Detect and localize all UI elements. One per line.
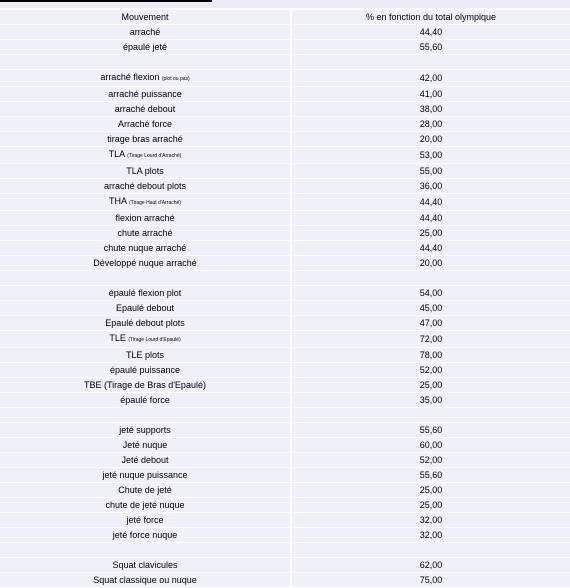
movement-cell: [0, 226, 290, 241]
movement-name: épaulé force: [120, 395, 170, 405]
percentage-cell: [292, 528, 570, 543]
table-row: [0, 179, 570, 194]
percentage-value: 52,00: [419, 365, 443, 375]
percentage-cell: [292, 468, 570, 483]
percentage-cell: [292, 194, 570, 211]
movement-name: chute de jeté nuque: [105, 500, 185, 510]
percentage-value: 78,00: [419, 350, 443, 360]
movement-cell: [0, 513, 290, 528]
movement-name: arraché debout plots: [103, 181, 187, 191]
movement-cell: [0, 147, 290, 164]
percentage-cell: [292, 483, 570, 498]
percentage-value: 44,40: [419, 27, 443, 37]
table-row: [0, 25, 570, 40]
movement-name: chute arraché: [117, 228, 173, 238]
percentage-cell: [292, 331, 570, 348]
percentage-cell: [292, 55, 570, 70]
movement-name: Arraché force: [117, 119, 173, 129]
movement-name: épaulé flexion plot: [108, 288, 182, 298]
movement-note: (Tirage Lourd d'Arraché): [127, 153, 182, 159]
percentage-value: 55,60: [419, 42, 443, 52]
movement-name: THA: [109, 196, 127, 206]
movement-name: jeté force: [126, 515, 164, 525]
table-row: [0, 331, 570, 348]
movement-name: flexion arraché: [115, 213, 175, 223]
movement-note: (Tirage Lourd d'Epaulé): [128, 337, 181, 343]
movement-name: jeté force nuque: [112, 530, 178, 540]
table-row: [0, 316, 570, 331]
percentage-cell: [292, 40, 570, 55]
table-row: [0, 40, 570, 55]
spacer-row: [0, 55, 570, 70]
table-row: [0, 226, 570, 241]
table-row: [0, 286, 570, 301]
header-row: [0, 10, 570, 25]
percentage-value: 55,60: [419, 425, 443, 435]
header-percentage: % en fonction du total olympique: [292, 10, 570, 25]
percentage-value: 44,40: [419, 243, 443, 253]
percentage-value: 55,60: [419, 470, 443, 480]
table-row: [0, 438, 570, 453]
table-row: [0, 528, 570, 543]
table-row: [0, 453, 570, 468]
percentage-cell: [292, 241, 570, 256]
movement-name: arraché flexion: [100, 72, 160, 82]
table-row: [0, 393, 570, 408]
table-row: [0, 87, 570, 102]
table-row: [0, 483, 570, 498]
movement-cell: [0, 211, 290, 226]
percentage-value: 54,00: [419, 288, 443, 298]
percentage-cell: [292, 393, 570, 408]
percentage-value: 47,00: [419, 318, 443, 328]
movement-name: arraché: [129, 27, 161, 37]
percentage-value: 32,00: [419, 530, 443, 540]
table-row: [0, 573, 570, 588]
table-row: [0, 132, 570, 147]
movement-cell: [0, 256, 290, 271]
movement-cell: [0, 55, 290, 70]
percentage-cell: [292, 378, 570, 393]
percentage-value: 44,40: [419, 197, 443, 207]
movement-cell: [0, 453, 290, 468]
table-row: [0, 558, 570, 573]
percentage-cell: [292, 453, 570, 468]
table-row: [0, 211, 570, 226]
movement-cell: [0, 468, 290, 483]
movement-cell: [0, 378, 290, 393]
movement-name: Chute de jeté: [118, 485, 172, 495]
movement-cell: [0, 40, 290, 55]
percentage-value: 72,00: [419, 334, 443, 344]
percentage-cell: [292, 301, 570, 316]
movement-name: épaulé jeté: [122, 42, 168, 52]
movement-cell: [0, 331, 290, 348]
movement-cell: [0, 87, 290, 102]
movement-cell: [0, 70, 290, 87]
movement-name: arraché debout: [114, 104, 176, 114]
percentage-cell: [292, 226, 570, 241]
table-row: [0, 102, 570, 117]
movement-name: épaulé puissance: [109, 365, 181, 375]
percentage-cell: [292, 408, 570, 423]
percentage-cell: [292, 132, 570, 147]
percentage-cell: [292, 70, 570, 87]
percentage-cell: [292, 25, 570, 40]
percentage-cell: [292, 211, 570, 226]
table-row: [0, 241, 570, 256]
movement-cell: [0, 408, 290, 423]
movement-name: chute nuque arraché: [103, 243, 187, 253]
table-row: [0, 513, 570, 528]
percentage-cell: [292, 543, 570, 558]
percentage-cell: [292, 423, 570, 438]
movement-name: Développé nuque arraché: [93, 258, 197, 268]
table-row: [0, 164, 570, 179]
percentage-cell: [292, 271, 570, 286]
percentage-cell: [292, 558, 570, 573]
table-row: [0, 363, 570, 378]
percentage-cell: [292, 102, 570, 117]
movement-name: arraché puissance: [108, 89, 182, 99]
percentages-table: [0, 10, 570, 588]
table-row: [0, 70, 570, 87]
movement-name: Squat classique ou nuque: [93, 575, 197, 585]
movement-cell: [0, 286, 290, 301]
table-row: [0, 194, 570, 211]
table-row: [0, 468, 570, 483]
header-movement: Mouvement: [0, 10, 290, 25]
movement-cell: [0, 498, 290, 513]
percentage-value: 35,00: [419, 395, 443, 405]
percentage-value: 42,00: [419, 73, 443, 83]
movement-cell: [0, 483, 290, 498]
percentage-value: 36,00: [419, 181, 443, 191]
percentage-value: 20,00: [419, 258, 443, 268]
movement-name: tirage bras arraché: [107, 134, 183, 144]
percentage-cell: [292, 117, 570, 132]
movement-note: (plot ou pas): [161, 76, 190, 82]
percentage-cell: [292, 179, 570, 194]
percentage-cell: [292, 87, 570, 102]
table-row: [0, 423, 570, 438]
percentage-cell: [292, 256, 570, 271]
percentage-cell: [292, 147, 570, 164]
percentage-cell: [292, 348, 570, 363]
movement-name: Squat clavicules: [112, 560, 178, 570]
table-row: [0, 378, 570, 393]
movement-cell: [0, 573, 290, 588]
movement-name: Jeté debout: [121, 455, 169, 465]
percentage-value: 62,00: [419, 560, 443, 570]
movement-cell: [0, 438, 290, 453]
percentage-value: 25,00: [419, 485, 443, 495]
percentage-cell: [292, 164, 570, 179]
movement-name: TLA: [108, 149, 125, 159]
movement-cell: [0, 558, 290, 573]
percentage-value: 60,00: [419, 440, 443, 450]
movement-cell: [0, 528, 290, 543]
movement-cell: [0, 25, 290, 40]
percentage-cell: [292, 286, 570, 301]
movement-cell: [0, 117, 290, 132]
movement-name: TLA plots: [126, 166, 164, 176]
spacer-row: [0, 271, 570, 286]
movement-name: Epaulé debout plots: [105, 318, 185, 328]
movement-cell: [0, 132, 290, 147]
percentage-value: 52,00: [419, 455, 443, 465]
movement-cell: [0, 543, 290, 558]
table-row: [0, 147, 570, 164]
movement-cell: [0, 271, 290, 286]
percentage-cell: [292, 513, 570, 528]
percentage-value: 45,00: [419, 303, 443, 313]
movement-name: TLE plots: [125, 350, 165, 360]
movement-cell: [0, 164, 290, 179]
table-row: [0, 117, 570, 132]
movement-cell: [0, 393, 290, 408]
percentage-value: 25,00: [419, 500, 443, 510]
percentage-value: 20,00: [419, 134, 443, 144]
table-row: [0, 301, 570, 316]
table-row: [0, 498, 570, 513]
movement-cell: [0, 194, 290, 211]
movement-cell: [0, 179, 290, 194]
percentage-cell: [292, 498, 570, 513]
percentage-cell: [292, 363, 570, 378]
movement-name: jeté supports: [119, 425, 171, 435]
movement-cell: [0, 241, 290, 256]
table-row: [0, 256, 570, 271]
table-row: [0, 348, 570, 363]
percentage-cell: [292, 573, 570, 588]
movement-name: Epaulé debout: [115, 303, 175, 313]
movement-cell: [0, 301, 290, 316]
movement-cell: [0, 316, 290, 331]
percentage-value: 38,00: [419, 104, 443, 114]
movement-name: TBE (Tirage de Bras d'Epaulé): [84, 380, 206, 390]
spacer-row: [0, 543, 570, 558]
movement-name: jeté nuque puissance: [102, 470, 188, 480]
movement-name: TLE: [109, 333, 126, 343]
percentage-value: 28,00: [419, 119, 443, 129]
spacer-row: [0, 408, 570, 423]
percentage-value: 32,00: [419, 515, 443, 525]
percentage-cell: [292, 438, 570, 453]
percentage-value: 41,00: [419, 89, 443, 99]
percentage-cell: [292, 316, 570, 331]
percentage-value: 53,00: [419, 150, 443, 160]
movement-cell: [0, 363, 290, 378]
percentage-value: 44,40: [419, 213, 443, 223]
percentage-value: 25,00: [419, 228, 443, 238]
movement-cell: [0, 423, 290, 438]
movement-cell: [0, 102, 290, 117]
percentage-value: 55,00: [419, 166, 443, 176]
movement-note: (Tirage Haut d'Arraché): [129, 200, 181, 206]
movement-cell: [0, 348, 290, 363]
percentage-value: 75,00: [419, 575, 443, 585]
top-rule: [0, 0, 212, 2]
movement-name: Jeté nuque: [122, 440, 168, 450]
percentage-value: 25,00: [419, 380, 443, 390]
